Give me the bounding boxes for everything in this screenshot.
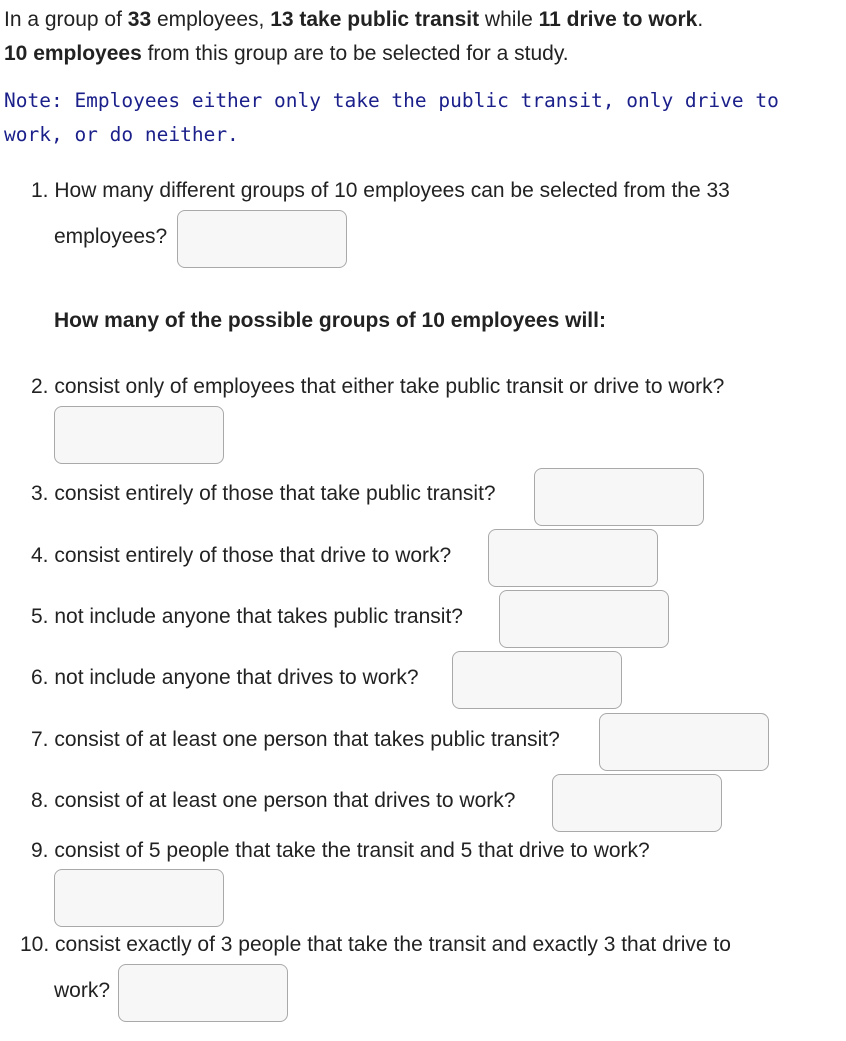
answer-10-input[interactable] <box>118 964 288 1022</box>
answer-8-input[interactable] <box>552 774 722 832</box>
answer-6-input[interactable] <box>452 651 622 709</box>
intro-line-1: In a group of 33 employees, 13 take public transit while 11 drive to work. <box>4 8 704 31</box>
answer-1-input[interactable] <box>177 210 347 268</box>
question-10-label: 10. consist exactly of 3 people that take the transit and exactly 3 that drive to <box>20 933 731 956</box>
answer-5-input[interactable] <box>499 590 669 648</box>
drive-count: 11 drive to work <box>538 8 698 31</box>
selected-count: 10 employees <box>4 42 142 65</box>
question-8-label: 8. consist of at least one person that drives to work? <box>31 789 516 812</box>
subheading: How many of the possible groups of 10 employees will: <box>54 309 606 332</box>
question-1-label: 1. How many different groups of 10 employees can be selected from the 33 <box>31 179 730 202</box>
question-4-label: 4. consist entirely of those that drive to work? <box>31 544 452 567</box>
question-9-label: 9. consist of 5 people that take the transit and 5 that drive to work? <box>31 839 650 862</box>
transit-count: 13 take public transit <box>270 8 480 31</box>
intro-line-2: 10 employees from this group are to be selected for a study. <box>4 42 569 65</box>
answer-4-input[interactable] <box>488 529 658 587</box>
question-2-label: 2. consist only of employees that either take public transit or drive to work? <box>31 375 725 398</box>
note-line-1: Note: Employees either only take the public transit, only drive to <box>4 89 779 112</box>
answer-2-input[interactable] <box>54 406 224 464</box>
question-10-continuation: work? <box>54 979 111 1002</box>
question-6-label: 6. not include anyone that drives to work? <box>31 666 419 689</box>
answer-7-input[interactable] <box>599 713 769 771</box>
question-3-label: 3. consist entirely of those that take public transit? <box>31 482 496 505</box>
answer-9-input[interactable] <box>54 869 224 927</box>
note-line-2: work, or do neither. <box>4 123 239 146</box>
question-1-continuation: employees? <box>54 225 168 248</box>
total-count: 33 <box>127 8 152 31</box>
question-7-label: 7. consist of at least one person that takes public transit? <box>31 728 560 751</box>
question-5-label: 5. not include anyone that takes public transit? <box>31 605 463 628</box>
answer-3-input[interactable] <box>534 468 704 526</box>
